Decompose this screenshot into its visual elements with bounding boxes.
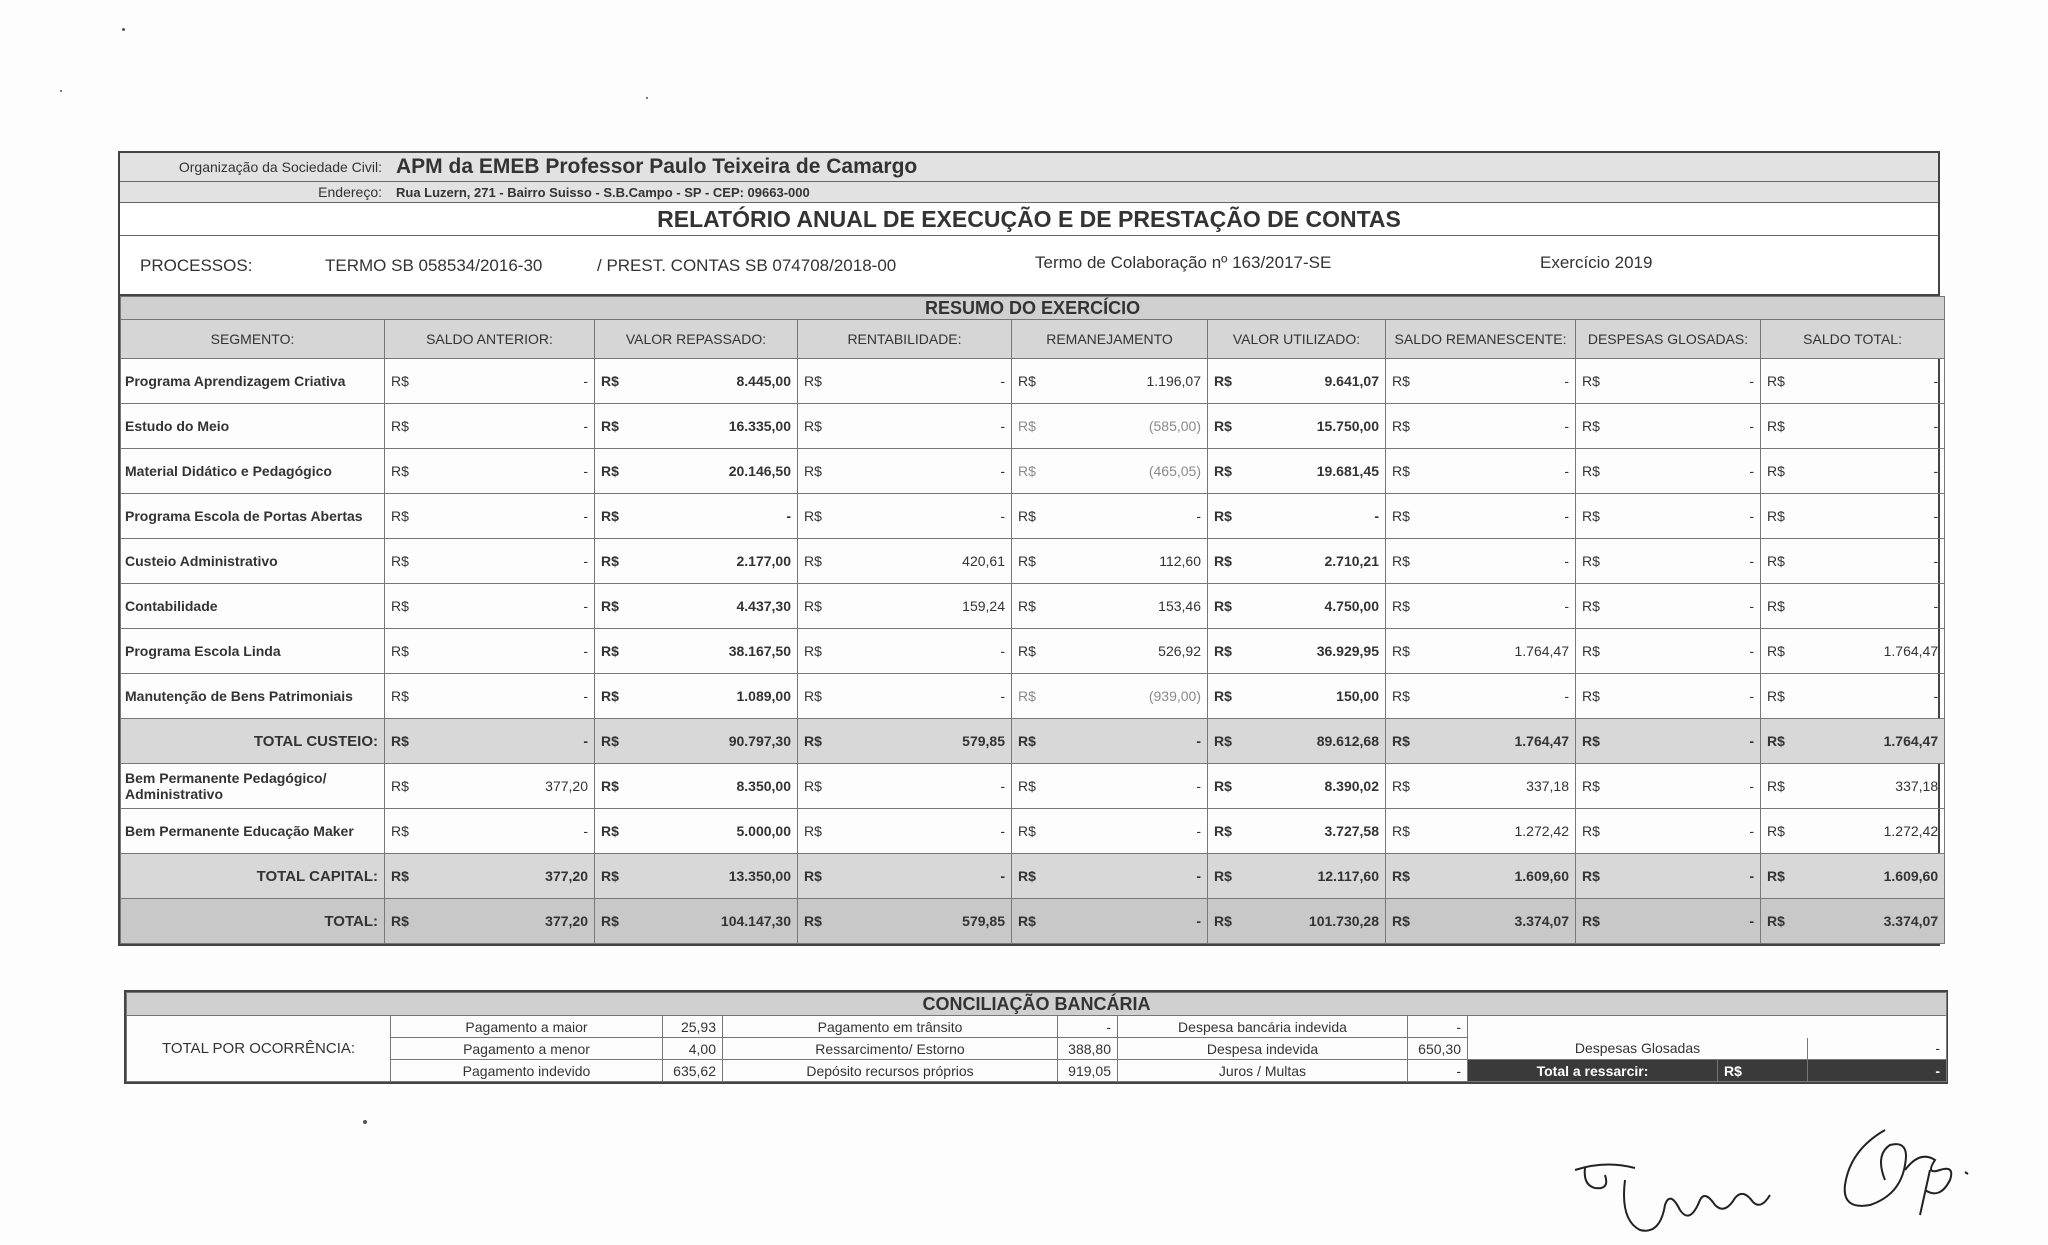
- cell-value: 526,92: [1040, 629, 1208, 674]
- cell-value: -: [413, 584, 595, 629]
- cell-value: -: [1789, 359, 1945, 404]
- cell-value: 5.000,00: [623, 809, 798, 854]
- cell-value: -: [1789, 674, 1945, 719]
- currency-symbol: R$: [385, 359, 413, 404]
- currency-symbol: R$: [1012, 809, 1040, 854]
- currency-symbol: R$: [1208, 854, 1236, 899]
- currency-symbol: R$: [1761, 809, 1789, 854]
- cell-value: 1.196,07: [1040, 359, 1208, 404]
- resumo-body: [121, 359, 1945, 944]
- currency-symbol: R$: [1576, 809, 1604, 854]
- report-header: [118, 151, 1940, 296]
- scan-speck: [60, 90, 62, 92]
- currency-symbol: R$: [1386, 629, 1414, 674]
- resumo-section: [118, 296, 1940, 946]
- currency-symbol: R$: [1576, 854, 1604, 899]
- conc-item-value: 919,05: [1058, 1060, 1118, 1082]
- currency-symbol: R$: [385, 719, 413, 764]
- currency-symbol: R$: [595, 809, 623, 854]
- currency-symbol: R$: [798, 494, 826, 539]
- resumo-header-row: [121, 320, 1945, 359]
- col-header: SALDO ANTERIOR:: [385, 320, 595, 359]
- currency-symbol: R$: [798, 449, 826, 494]
- currency-symbol: R$: [595, 404, 623, 449]
- total-label: TOTAL CUSTEIO:: [121, 719, 385, 764]
- conc-item-value: -: [1408, 1016, 1468, 1038]
- cell-value: -: [413, 539, 595, 584]
- cell-value: 1.764,47: [1789, 719, 1945, 764]
- col-header: RENTABILIDADE:: [798, 320, 1012, 359]
- currency-symbol: R$: [1208, 494, 1236, 539]
- cell-value: (585,00): [1040, 404, 1208, 449]
- conciliacao-section: [124, 990, 1948, 1084]
- cell-value: -: [1604, 764, 1761, 809]
- currency-symbol: R$: [385, 809, 413, 854]
- total-label: TOTAL:: [121, 899, 385, 944]
- cell-value: 153,46: [1040, 584, 1208, 629]
- cell-value: -: [623, 494, 798, 539]
- resumo-table: [120, 296, 1945, 944]
- currency-symbol: R$: [385, 494, 413, 539]
- currency-symbol: R$: [1208, 449, 1236, 494]
- despesas-glosadas-value: -: [1808, 1038, 1947, 1060]
- currency-symbol: R$: [1208, 674, 1236, 719]
- cell-value: 3.727,58: [1236, 809, 1386, 854]
- currency-symbol: R$: [1761, 359, 1789, 404]
- currency-symbol: R$: [1576, 494, 1604, 539]
- conc-item-value: 25,93: [663, 1016, 723, 1038]
- currency-symbol: R$: [1386, 359, 1414, 404]
- currency-symbol: R$: [1012, 584, 1040, 629]
- currency-symbol: R$: [1761, 584, 1789, 629]
- currency-symbol: R$: [1012, 539, 1040, 584]
- currency-symbol: R$: [1386, 539, 1414, 584]
- currency-symbol: R$: [1761, 494, 1789, 539]
- currency-symbol: R$: [595, 764, 623, 809]
- table-row: [121, 449, 1945, 494]
- currency-symbol: R$: [1576, 764, 1604, 809]
- cell-value: 159,24: [826, 584, 1012, 629]
- currency-symbol: R$: [1208, 359, 1236, 404]
- cell-value: 19.681,45: [1236, 449, 1386, 494]
- total-ressarcir-label: Total a ressarcir:: [1468, 1060, 1718, 1082]
- cell-value: -: [1604, 674, 1761, 719]
- currency-symbol: R$: [1576, 359, 1604, 404]
- currency-symbol: R$: [1761, 539, 1789, 584]
- termo-number: TERMO SB 058534/2016-30: [325, 256, 543, 275]
- cell-value: -: [1236, 494, 1386, 539]
- cell-value: -: [826, 674, 1012, 719]
- currency-symbol: R$: [385, 674, 413, 719]
- cell-value: 1.272,42: [1789, 809, 1945, 854]
- currency-symbol: R$: [1208, 584, 1236, 629]
- currency-symbol: R$: [1012, 674, 1040, 719]
- cell-value: -: [1040, 854, 1208, 899]
- col-header: SEGMENTO:: [121, 320, 385, 359]
- table-row: [121, 584, 1945, 629]
- cell-value: -: [1040, 764, 1208, 809]
- cell-value: -: [826, 764, 1012, 809]
- despesas-glosadas-label: Despesas Glosadas: [1468, 1038, 1808, 1060]
- currency-symbol: R$: [1208, 764, 1236, 809]
- segment-name: Programa Escola Linda: [121, 629, 385, 674]
- cell-value: -: [826, 809, 1012, 854]
- currency-symbol: R$: [595, 449, 623, 494]
- currency-symbol: R$: [798, 674, 826, 719]
- currency-symbol: R$: [1576, 629, 1604, 674]
- report-title: RELATÓRIO ANUAL DE EXECUÇÃO E DE PRESTAÇÃO DE CONTAS: [120, 203, 1938, 236]
- cell-value: 20.146,50: [623, 449, 798, 494]
- currency-symbol: R$: [1761, 854, 1789, 899]
- total-row: [121, 899, 1945, 944]
- cell-value: 12.117,60: [1236, 854, 1386, 899]
- cell-value: 337,18: [1789, 764, 1945, 809]
- cell-value: -: [1789, 494, 1945, 539]
- segment-name: Manutenção de Bens Patrimoniais: [121, 674, 385, 719]
- cell-value: -: [1414, 449, 1576, 494]
- segment-name: Material Didático e Pedagógico: [121, 449, 385, 494]
- currency-symbol: R$: [385, 539, 413, 584]
- currency-symbol: R$: [385, 629, 413, 674]
- currency-symbol: R$: [798, 899, 826, 944]
- cell-value: 112,60: [1040, 539, 1208, 584]
- cell-value: 101.730,28: [1236, 899, 1386, 944]
- currency-symbol: R$: [1208, 629, 1236, 674]
- cell-value: 2.710,21: [1236, 539, 1386, 584]
- cell-value: -: [1414, 359, 1576, 404]
- currency-symbol: R$: [595, 719, 623, 764]
- termo-colaboracao: Termo de Colaboração nº 163/2017-SE: [1035, 253, 1332, 272]
- table-row: [121, 809, 1945, 854]
- col-header: DESPESAS GLOSADAS:: [1576, 320, 1761, 359]
- segment-name: Estudo do Meio: [121, 404, 385, 449]
- cell-value: 15.750,00: [1236, 404, 1386, 449]
- cell-value: -: [1604, 494, 1761, 539]
- cell-value: -: [413, 404, 595, 449]
- cell-value: 1.272,42: [1414, 809, 1576, 854]
- currency-symbol: R$: [1208, 809, 1236, 854]
- currency-symbol: R$: [385, 854, 413, 899]
- currency-symbol: R$: [1208, 404, 1236, 449]
- currency-symbol: R$: [1386, 719, 1414, 764]
- currency-symbol: R$: [595, 359, 623, 404]
- currency-symbol: R$: [595, 899, 623, 944]
- conc-item-label: Pagamento em trânsito: [723, 1016, 1058, 1038]
- currency-symbol: R$: [1012, 404, 1040, 449]
- currency-symbol: R$: [1576, 449, 1604, 494]
- cell-value: 3.374,07: [1789, 899, 1945, 944]
- cell-value: -: [1789, 539, 1945, 584]
- currency-symbol: R$: [1386, 899, 1414, 944]
- report-document: [118, 151, 1940, 946]
- currency-symbol: R$: [798, 539, 826, 584]
- cell-value: -: [413, 674, 595, 719]
- cell-value: 377,20: [413, 899, 595, 944]
- currency-symbol: R$: [1012, 449, 1040, 494]
- currency-symbol: R$: [1386, 404, 1414, 449]
- organization-name: APM da EMEB Professor Paulo Teixeira de Camargo: [396, 155, 918, 178]
- conc-item-label: Depósito recursos próprios: [723, 1060, 1058, 1082]
- currency-symbol: R$: [1386, 674, 1414, 719]
- table-row: [121, 764, 1945, 809]
- currency-symbol: R$: [1576, 719, 1604, 764]
- cell-value: -: [1604, 359, 1761, 404]
- cell-value: -: [1604, 899, 1761, 944]
- cell-value: -: [1604, 854, 1761, 899]
- cell-value: -: [413, 359, 595, 404]
- cell-value: -: [1040, 809, 1208, 854]
- cell-value: (465,05): [1040, 449, 1208, 494]
- cell-value: -: [413, 629, 595, 674]
- conc-item-value: 650,30: [1408, 1038, 1468, 1060]
- scan-speck: [363, 1120, 367, 1124]
- currency-symbol: R$: [798, 584, 826, 629]
- conciliacao-table: [126, 992, 1947, 1082]
- currency-symbol: R$: [1761, 449, 1789, 494]
- currency-symbol: R$: [1576, 584, 1604, 629]
- conc-item-value: -: [1058, 1016, 1118, 1038]
- cell-value: -: [1040, 899, 1208, 944]
- conc-item-label: Despesa indevida: [1118, 1038, 1408, 1060]
- cell-value: -: [1789, 449, 1945, 494]
- cell-value: 150,00: [1236, 674, 1386, 719]
- total-row: [121, 719, 1945, 764]
- col-header: REMANEJAMENTO: [1012, 320, 1208, 359]
- col-header: VALOR REPASSADO:: [595, 320, 798, 359]
- cell-value: 1.764,47: [1414, 719, 1576, 764]
- cell-value: (939,00): [1040, 674, 1208, 719]
- cell-value: 377,20: [413, 854, 595, 899]
- cell-value: 90.797,30: [623, 719, 798, 764]
- cell-value: 420,61: [826, 539, 1012, 584]
- currency-symbol: R$: [798, 404, 826, 449]
- currency-symbol: R$: [1576, 899, 1604, 944]
- cell-value: -: [1414, 494, 1576, 539]
- currency-symbol: R$: [595, 674, 623, 719]
- table-row: [121, 494, 1945, 539]
- cell-value: 3.374,07: [1414, 899, 1576, 944]
- cell-value: -: [826, 449, 1012, 494]
- signature-2: [1830, 1110, 2020, 1220]
- cell-value: -: [826, 359, 1012, 404]
- cell-value: -: [1414, 584, 1576, 629]
- total-ressarcir-value: -: [1808, 1060, 1947, 1082]
- col-header: SALDO REMANESCENTE:: [1386, 320, 1576, 359]
- currency-symbol: R$: [1208, 899, 1236, 944]
- currency-symbol: R$: [1386, 854, 1414, 899]
- currency-symbol: R$: [595, 539, 623, 584]
- address-label: Endereço:: [318, 184, 382, 200]
- currency-symbol: R$: [1386, 809, 1414, 854]
- cell-value: 9.641,07: [1236, 359, 1386, 404]
- cell-value: -: [1040, 494, 1208, 539]
- currency-symbol: R$: [1386, 764, 1414, 809]
- cell-value: 8.445,00: [623, 359, 798, 404]
- currency-symbol: R$: [1576, 674, 1604, 719]
- currency-symbol: R$: [595, 854, 623, 899]
- processes-row: [120, 236, 1938, 294]
- cell-value: 8.390,02: [1236, 764, 1386, 809]
- currency-symbol: R$: [798, 854, 826, 899]
- currency-symbol: R$: [385, 449, 413, 494]
- cell-value: -: [413, 494, 595, 539]
- table-row: [121, 359, 1945, 404]
- cell-value: 1.609,60: [1789, 854, 1945, 899]
- currency-symbol: R$: [798, 719, 826, 764]
- segment-name: Programa Escola de Portas Abertas: [121, 494, 385, 539]
- currency-symbol: R$: [1761, 719, 1789, 764]
- cell-value: -: [1604, 449, 1761, 494]
- cell-value: 1.609,60: [1414, 854, 1576, 899]
- resumo-title: RESUMO DO EXERCÍCIO: [121, 297, 1945, 320]
- cell-value: -: [826, 854, 1012, 899]
- currency-symbol: R$: [1012, 629, 1040, 674]
- cell-value: -: [1604, 539, 1761, 584]
- currency-symbol: R$: [1012, 854, 1040, 899]
- cell-value: -: [413, 809, 595, 854]
- cell-value: -: [1604, 404, 1761, 449]
- currency-symbol: R$: [1012, 719, 1040, 764]
- cell-value: 1.764,47: [1789, 629, 1945, 674]
- cell-value: 4.750,00: [1236, 584, 1386, 629]
- cell-value: -: [1414, 674, 1576, 719]
- scan-speck: [646, 97, 648, 99]
- col-header: SALDO TOTAL:: [1761, 320, 1945, 359]
- conc-item-label: Pagamento a maior: [391, 1016, 663, 1038]
- total-row: [121, 854, 1945, 899]
- cell-value: 1.764,47: [1414, 629, 1576, 674]
- conc-item-label: Pagamento indevido: [391, 1060, 663, 1082]
- currency-symbol: R$: [385, 764, 413, 809]
- conc-item-label: Ressarcimento/ Estorno: [723, 1038, 1058, 1060]
- cell-value: 1.089,00: [623, 674, 798, 719]
- currency-symbol: R$: [385, 404, 413, 449]
- currency-symbol: R$: [798, 629, 826, 674]
- currency-symbol: R$: [798, 359, 826, 404]
- currency-symbol: R$: [1012, 359, 1040, 404]
- currency-symbol: R$: [1012, 899, 1040, 944]
- cell-value: 8.350,00: [623, 764, 798, 809]
- conc-item-value: 635,62: [663, 1060, 723, 1082]
- cell-value: -: [413, 719, 595, 764]
- currency-symbol: R$: [1386, 494, 1414, 539]
- currency-symbol: R$: [595, 629, 623, 674]
- cell-value: -: [413, 449, 595, 494]
- cell-value: 13.350,00: [623, 854, 798, 899]
- cell-value: -: [1604, 629, 1761, 674]
- prestacao-contas-number: / PREST. CONTAS SB 074708/2018-00: [597, 256, 897, 275]
- exercicio-year: Exercício 2019: [1540, 253, 1653, 272]
- scan-speck: [122, 28, 125, 31]
- cell-value: -: [1604, 809, 1761, 854]
- signature-1: [1565, 1110, 1785, 1245]
- total-label: TOTAL CAPITAL:: [121, 854, 385, 899]
- currency-symbol: R$: [798, 764, 826, 809]
- table-row: [121, 629, 1945, 674]
- currency-symbol: R$: [1761, 629, 1789, 674]
- organization-label: Organização da Sociedade Civil:: [178, 159, 382, 175]
- col-header: VALOR UTILIZADO:: [1208, 320, 1386, 359]
- cell-value: 89.612,68: [1236, 719, 1386, 764]
- segment-name: Programa Aprendizagem Criativa: [121, 359, 385, 404]
- cell-value: -: [1604, 584, 1761, 629]
- table-row: [121, 404, 1945, 449]
- cell-value: 337,18: [1414, 764, 1576, 809]
- currency-symbol: R$: [1576, 404, 1604, 449]
- processes-label: PROCESSOS:: [140, 256, 253, 275]
- conc-item-label: Despesa bancária indevida: [1118, 1016, 1408, 1038]
- cell-value: 36.929,95: [1236, 629, 1386, 674]
- currency-symbol: R$: [1761, 899, 1789, 944]
- cell-value: 579,85: [826, 719, 1012, 764]
- conc-item-value: -: [1408, 1060, 1468, 1082]
- currency-symbol: R$: [595, 494, 623, 539]
- segment-name: Contabilidade: [121, 584, 385, 629]
- cell-value: 16.335,00: [623, 404, 798, 449]
- currency-symbol: R$: [1386, 584, 1414, 629]
- cell-value: 104.147,30: [623, 899, 798, 944]
- conc-item-value: 4,00: [663, 1038, 723, 1060]
- table-row: [121, 674, 1945, 719]
- currency-symbol: R$: [1761, 674, 1789, 719]
- cell-value: 4.437,30: [623, 584, 798, 629]
- currency-symbol: R$: [1576, 539, 1604, 584]
- segment-name: Bem Permanente Educação Maker: [121, 809, 385, 854]
- currency-symbol: R$: [798, 809, 826, 854]
- table-row: [121, 539, 1945, 584]
- cell-value: -: [1789, 584, 1945, 629]
- currency-symbol: R$: [1386, 449, 1414, 494]
- cell-value: 579,85: [826, 899, 1012, 944]
- address-value: Rua Luzern, 271 - Bairro Suisso - S.B.Campo - SP - CEP: 09663-000: [396, 184, 810, 200]
- cell-value: -: [1414, 404, 1576, 449]
- segment-name: Bem Permanente Pedagógico/ Administrativo: [121, 764, 385, 809]
- cell-value: -: [1789, 404, 1945, 449]
- segment-name: Custeio Administrativo: [121, 539, 385, 584]
- currency-symbol: R$: [1761, 404, 1789, 449]
- cell-value: -: [1414, 539, 1576, 584]
- occurrence-label: TOTAL POR OCORRÊNCIA:: [127, 1016, 391, 1082]
- currency-symbol: R$: [385, 584, 413, 629]
- currency-symbol: R$: [1761, 764, 1789, 809]
- address-row: [120, 182, 1938, 203]
- cell-value: 377,20: [413, 764, 595, 809]
- organization-row: [120, 153, 1938, 182]
- currency-symbol: R$: [1012, 494, 1040, 539]
- cell-value: -: [826, 494, 1012, 539]
- conc-item-label: Juros / Multas: [1118, 1060, 1408, 1082]
- currency-symbol: R$: [1208, 719, 1236, 764]
- currency-symbol: R$: [595, 584, 623, 629]
- cell-value: 2.177,00: [623, 539, 798, 584]
- cell-value: 38.167,50: [623, 629, 798, 674]
- currency-symbol: R$: [385, 899, 413, 944]
- conc-item-value: 388,80: [1058, 1038, 1118, 1060]
- cell-value: -: [1040, 719, 1208, 764]
- total-ressarcir-currency: R$: [1718, 1060, 1808, 1082]
- conciliacao-title: CONCILIAÇÃO BANCÁRIA: [127, 993, 1947, 1016]
- cell-value: -: [826, 404, 1012, 449]
- currency-symbol: R$: [1208, 539, 1236, 584]
- conc-item-label: Pagamento a menor: [391, 1038, 663, 1060]
- currency-symbol: R$: [1012, 764, 1040, 809]
- cell-value: -: [1604, 719, 1761, 764]
- cell-value: -: [826, 629, 1012, 674]
